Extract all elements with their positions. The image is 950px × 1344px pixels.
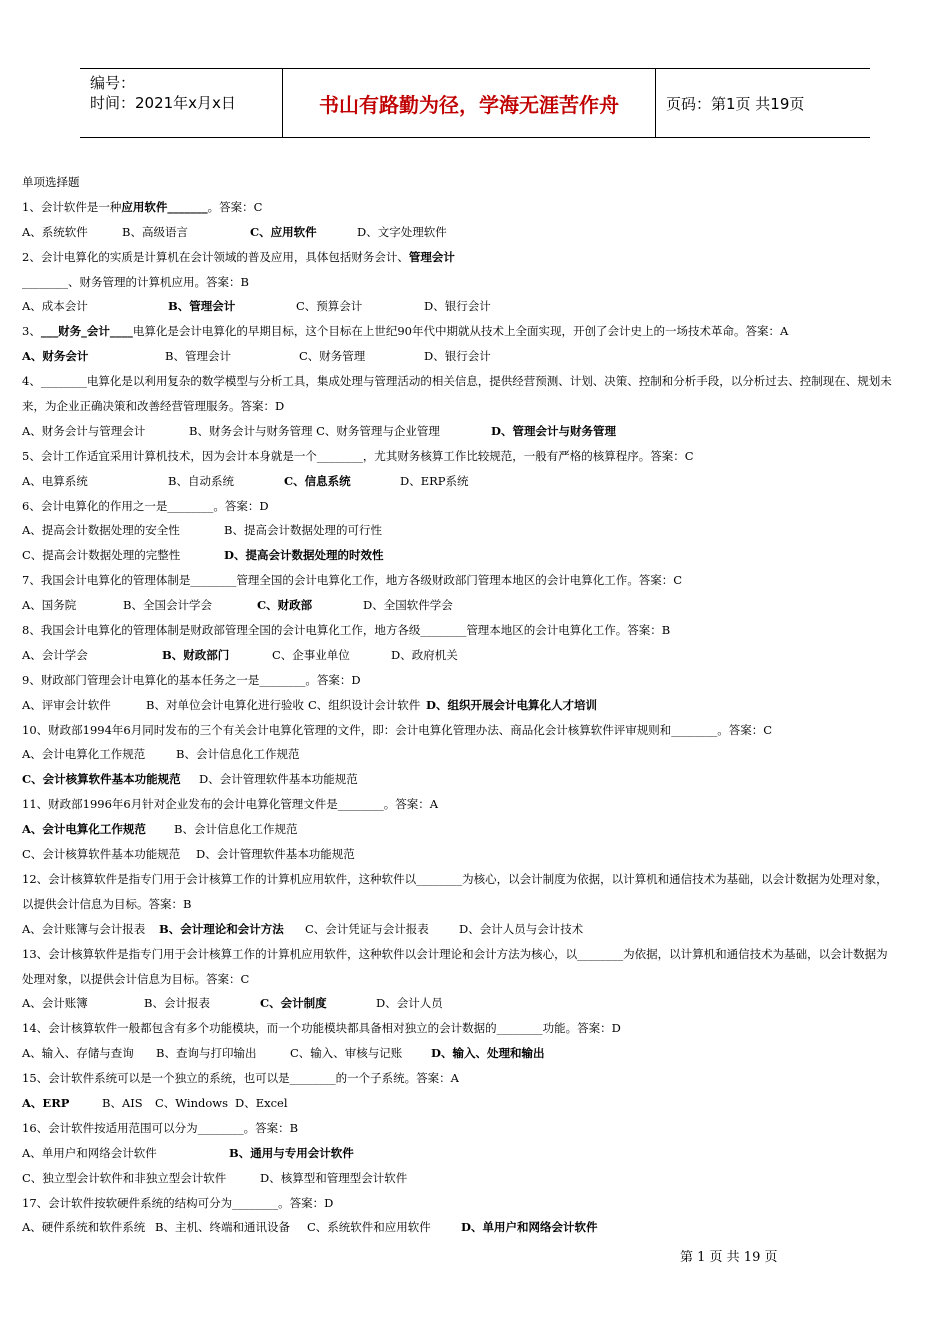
- options-line: A、电算系统 B、自动系统 C、信息系统 D、ERP系统: [22, 473, 469, 488]
- page-footer: 第 1 页 共 19 页: [680, 1250, 778, 1265]
- question-line: 6、会计电算化的作用之一是________。答案：D: [22, 498, 269, 513]
- question-line: 1、会计软件是一种应用软件_______。答案：C: [22, 199, 263, 214]
- header-page-label: 页码：第1页 共19页: [666, 94, 805, 113]
- options-line: C、会计核算软件基本功能规范 D、会计管理软件基本功能规范: [22, 772, 358, 787]
- options-line: A、提高会计数据处理的安全性 B、提高会计数据处理的可行性: [22, 523, 382, 538]
- options-line: A、会计学会 B、财政部门 C、企事业单位 D、政府机关: [22, 647, 458, 662]
- options-line: A、系统软件 B、高级语言 C、应用软件 D、文字处理软件: [22, 224, 447, 239]
- options-line: A、硬件系统和软件系统 B、主机、终端和通讯设备 C、系统软件和应用软件 D、单用户和网络会计软件: [22, 1220, 598, 1235]
- question-line: 8、我国会计电算化的管理体制是财政部管理全国的会计电算化工作，地方各级________管理本地区的会计电算化工作。答案：B: [22, 623, 671, 638]
- question-line: 来，为企业正确决策和改善经营管理服务。答案：D: [22, 399, 285, 414]
- options-line: A、会计电算化工作规范 B、会计信息化工作规范: [22, 822, 298, 837]
- header-left-cell: [80, 69, 282, 137]
- question-line: ________、财务管理的计算机应用。答案：B: [22, 274, 249, 289]
- section-title: 单项选择题: [22, 175, 80, 189]
- options-line: A、财务会计 B、管理会计 C、财务管理 D、银行会计: [22, 349, 491, 364]
- options-line: A、输入、存储与查询 B、查询与打印输出 C、输入、审核与记账 D、输入、处理和输出: [22, 1046, 545, 1061]
- question-line: 以提供会计信息为目标。答案：B: [22, 896, 192, 911]
- number-label: 编号：: [90, 74, 136, 92]
- question-line: 7、我国会计电算化的管理体制是________管理全国的会计电算化工作，地方各级财政部门管理本地区的会计电算化工作。答案：C: [22, 573, 683, 588]
- question-line: 9、财政部门管理会计电算化的基本任务之一是________。答案：D: [22, 672, 361, 687]
- options-line: C、会计核算软件基本功能规范 D、会计管理软件基本功能规范: [22, 847, 355, 862]
- options-line: A、会计账簿 B、会计报表 C、会计制度 D、会计人员: [22, 996, 443, 1011]
- question-line: 15、会计软件系统可以是一个独立的系统，也可以是________的一个子系统。答案：A: [22, 1071, 459, 1086]
- options-line: A、财务会计与管理会计 B、财务会计与财务管理 C、财务管理与企业管理 D、管理会计与财务管理: [22, 423, 616, 438]
- page-header: [80, 68, 870, 138]
- options-line: A、国务院 B、全国会计学会 C、财政部 D、全国软件学会: [22, 598, 453, 613]
- options-line: A、会计账簿与会计报表 B、会计理论和会计方法 C、会计凭证与会计报表 D、会计人员与会计技术: [22, 921, 584, 936]
- question-line: 14、会计核算软件一般都包含有多个功能模块，而一个功能模块都具备相对独立的会计数据的________功能。答案：D: [22, 1021, 621, 1036]
- question-line: 3、___财务_会计____电算化是会计电算化的早期目标，这个目标在上世纪90年代中期就从技术上全面实现，开创了会计史上的一场技术革命。答案：A: [22, 324, 789, 339]
- question-line: 2、会计电算化的实质是计算机在会计领域的普及应用，具体包括财务会计、管理会计: [22, 249, 455, 264]
- options-line: C、提高会计数据处理的完整性 D、提高会计数据处理的时效性: [22, 548, 384, 563]
- header-motto: 书山有路勤为径，学海无涯苦作舟: [282, 69, 656, 137]
- options-line: A、成本会计 B、管理会计 C、预算会计 D、银行会计: [22, 299, 491, 314]
- question-line: 4、________电算化是以利用复杂的数学模型与分析工具，集成处理与管理活动的相关信息，提供经营预测、计划、决策、控制和分析手段，以分析过去、控制现在、规划未: [22, 374, 892, 389]
- options-line: C、独立型会计软件和非独立型会计软件 D、核算型和管理型会计软件: [22, 1170, 408, 1185]
- question-line: 13、会计核算软件是指专门用于会计核算工作的计算机应用软件，这种软件以会计理论和会计方法为核心，以________为依据，以计算机和通信技术为基础，以会计数据为: [22, 946, 888, 961]
- question-line: 5、会计工作适宜采用计算机技术，因为会计本身就是一个________，尤其财务核算工作比较规范，一般有严格的核算程序。答案：C: [22, 448, 694, 463]
- question-line: 16、会计软件按适用范围可以分为________。答案：B: [22, 1120, 299, 1135]
- question-line: 处理对象，以提供会计信息为目标。答案：C: [22, 971, 250, 986]
- options-line: A、ERP B、AIS C、Windows D、Excel: [22, 1095, 288, 1110]
- options-line: A、单用户和网络会计软件 B、通用与专用会计软件: [22, 1145, 354, 1160]
- question-line: 12、会计核算软件是指专门用于会计核算工作的计算机应用软件，这种软件以________为核心，以会计制度为依据，以计算机和通信技术为基础，以会计数据为处理对象，: [22, 871, 888, 886]
- question-line: 11、财政部1996年6月针对企业发布的会计电算化管理文件是________。答案：A: [22, 797, 439, 812]
- question-line: 17、会计软件按软硬件系统的结构可分为________。答案：D: [22, 1195, 334, 1210]
- question-line: 10、财政部1994年6月同时发布的三个有关会计电算化管理的文件，即：会计电算化管理办法、商品化会计核算软件评审规则和________。答案：C: [22, 722, 773, 737]
- time-label: 时间：2021年x月x日: [90, 94, 236, 112]
- options-line: A、评审会计软件 B、对单位会计电算化进行验收 C、组织设计会计软件 D、组织开展会计电算化人才培训: [22, 697, 597, 712]
- question-list: [22, 170, 932, 1240]
- options-line: A、会计电算化工作规范 B、会计信息化工作规范: [22, 747, 300, 762]
